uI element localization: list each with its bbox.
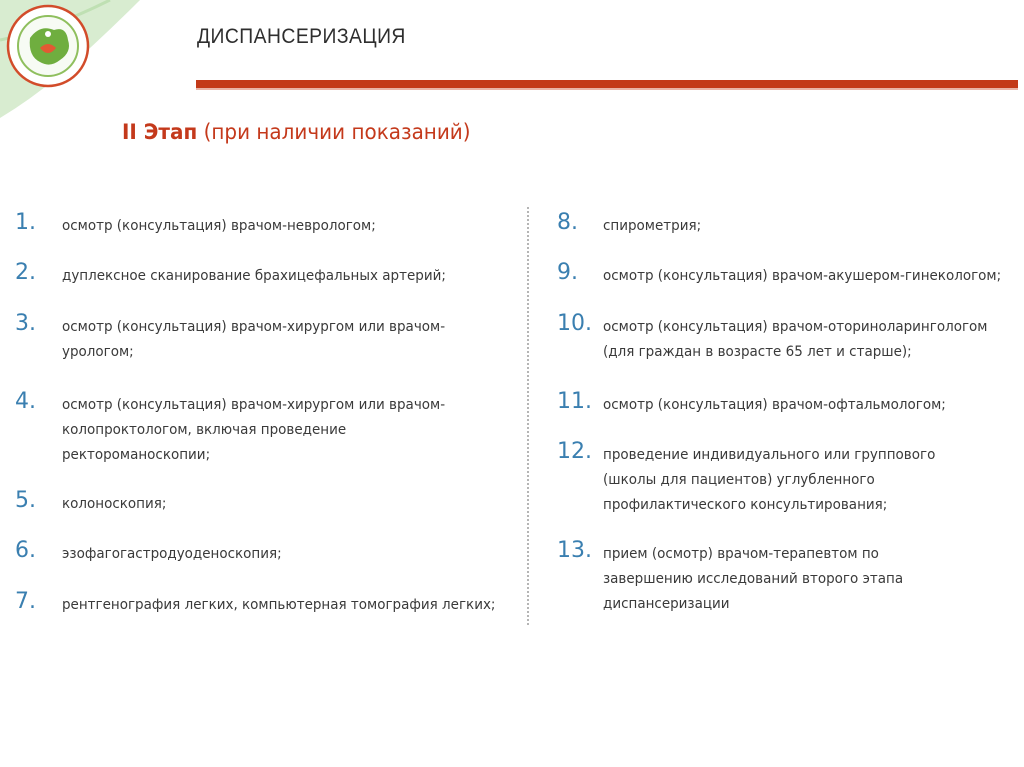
item-text: [603, 393, 946, 418]
item-text-line: колоноскопия;: [62, 496, 167, 512]
item-text: [603, 214, 701, 239]
item-text-line: колопроктологом, включая проведение: [62, 422, 347, 438]
item-number: 12.: [557, 439, 592, 464]
item-number: 3.: [15, 311, 36, 336]
item-text-line: (для граждан в возрасте 65 лет и старше);: [603, 344, 912, 360]
item-text: [62, 315, 445, 365]
item-number: 10.: [557, 311, 592, 336]
section-heading: [122, 120, 471, 144]
item-number: 8.: [557, 210, 578, 235]
item-number: 9.: [557, 260, 578, 285]
item-text-line: осмотр (консультация) врачом-оториноларингологом: [603, 319, 988, 335]
item-text: [62, 492, 166, 517]
item-text-line: урологом;: [62, 344, 134, 360]
item-text-line: дуплексное сканирование брахицефальных артерий;: [62, 268, 446, 284]
item-number: 4.: [15, 389, 36, 414]
item-text: [603, 264, 1001, 289]
item-text-line: осмотр (консультация) врачом-офтальмологом;: [603, 397, 946, 413]
item-text: [603, 315, 987, 365]
item-text-line: проведение индивидуального или группового: [603, 447, 936, 463]
item-text-line: осмотр (консультация) врачом-неврологом;: [62, 218, 376, 234]
item-text-line: осмотр (консультация) врачом-хирургом или врачом-: [62, 397, 446, 413]
item-text-line: (школы для пациентов) углубленного: [603, 472, 875, 488]
item-number: 2.: [15, 260, 36, 285]
item-text-line: завершению исследований второго этапа: [603, 571, 904, 587]
stage-note: (при наличии показаний): [203, 120, 471, 144]
item-text-line: рентгенография легких, компьютерная томография легких;: [62, 597, 496, 613]
item-text: [62, 393, 445, 468]
item-text-line: осмотр (консультация) врачом-акушером-гинекологом;: [603, 268, 1002, 284]
item-text-line: ректороманоскопии;: [62, 447, 211, 463]
item-text: [62, 593, 495, 618]
item-text-line: осмотр (консультация) врачом-хирургом или врачом-: [62, 319, 446, 335]
item-text-line: прием (осмотр) врачом-терапевтом по: [603, 546, 879, 562]
item-text: [603, 443, 935, 518]
item-number: 13.: [557, 538, 592, 563]
item-text-line: профилактического консультирования;: [603, 497, 888, 513]
item-text: [603, 542, 903, 617]
item-text: [62, 264, 446, 289]
item-text: [62, 214, 376, 239]
item-number: 7.: [15, 589, 36, 614]
item-number: 6.: [15, 538, 36, 563]
column-divider: [527, 207, 529, 625]
stage-label: II Этап: [122, 120, 198, 144]
item-text-line: эзофагогастродуоденоскопия;: [62, 546, 282, 562]
item-text: [62, 542, 282, 567]
item-number: 11.: [557, 389, 592, 414]
header-rule-shadow: [196, 88, 1018, 90]
item-number: 5.: [15, 488, 36, 513]
header-rule: [196, 80, 1018, 88]
item-text-line: спирометрия;: [603, 218, 702, 234]
item-number: 1.: [15, 210, 36, 235]
center-logo-icon: [6, 4, 90, 88]
page-title: ДИСПАНСЕРИЗАЦИЯ: [197, 25, 406, 48]
item-text-line: диспансеризации: [603, 596, 730, 612]
